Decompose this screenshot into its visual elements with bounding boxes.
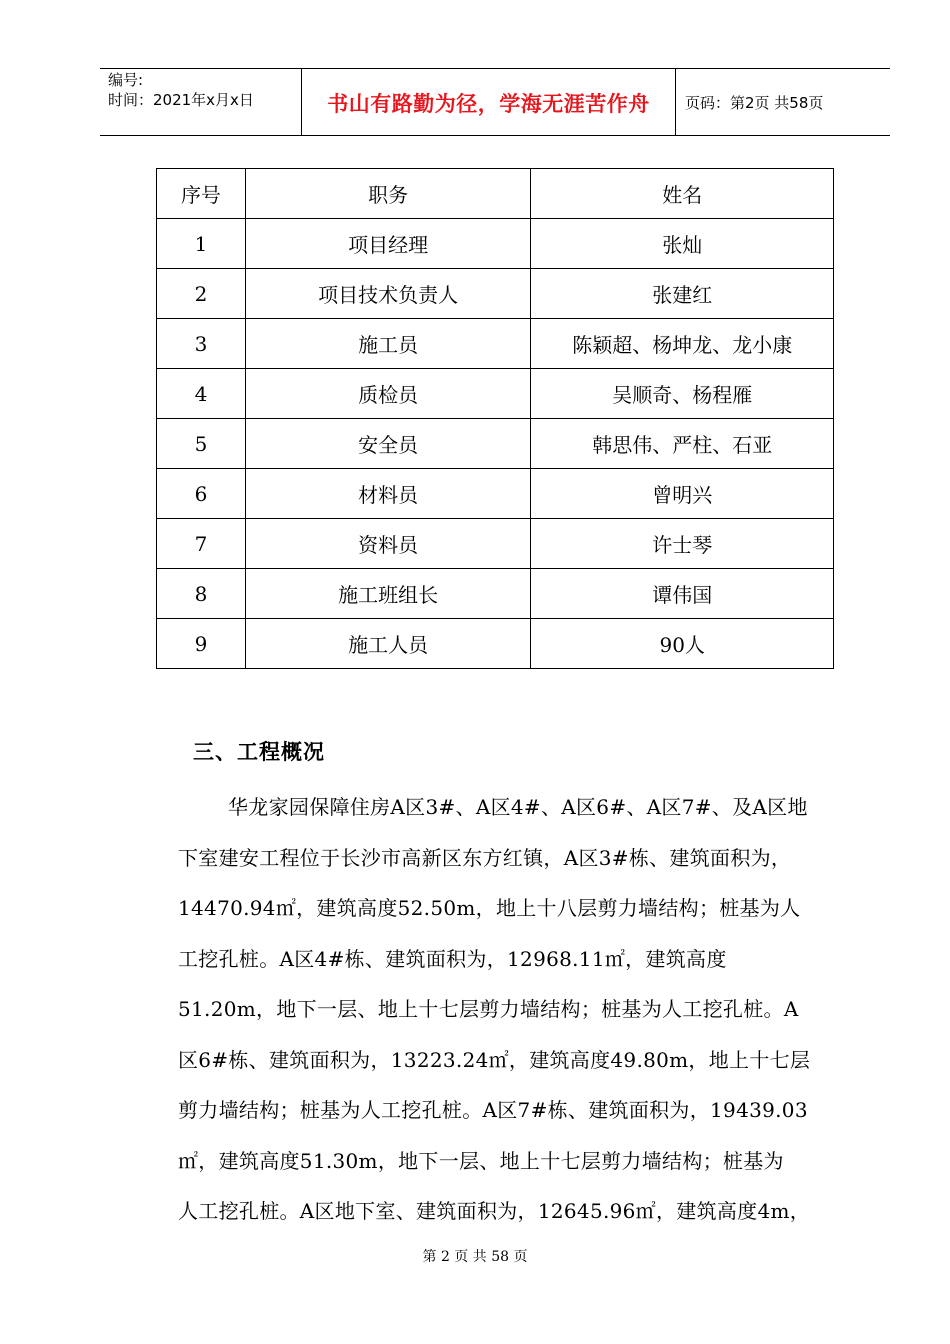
header-cell-index: 序号 [157, 169, 246, 219]
page-footer: 第 2 页 共 58 页 [422, 1249, 528, 1265]
header-top-rule [100, 68, 890, 69]
cell-index: 5 [157, 419, 246, 469]
table-row [157, 569, 834, 619]
table-header-row [157, 169, 834, 219]
table-row [157, 419, 834, 469]
cell-name: 张灿 [531, 219, 834, 269]
cell-role: 资料员 [245, 519, 531, 569]
header-motto: 书山有路勤为径，学海无涯苦作舟 [327, 92, 650, 116]
serial-label: 编号: [108, 71, 144, 89]
cell-role: 材料员 [245, 469, 531, 519]
cell-index: 1 [157, 219, 246, 269]
date-label: 时间：2021年x月x日 [108, 91, 254, 109]
cell-name: 90人 [531, 619, 834, 669]
cell-index: 3 [157, 319, 246, 369]
staff-table [156, 168, 834, 669]
table-row [157, 519, 834, 569]
cell-index: 2 [157, 269, 246, 319]
cell-role: 施工班组长 [245, 569, 531, 619]
header-cell-role: 职务 [245, 169, 531, 219]
header-bottom-rule [100, 135, 890, 136]
header-divider-right [675, 68, 676, 135]
header-page-label: 页码：第2页 共58页 [685, 94, 824, 112]
paragraph-line: 华龙家园保障住房A区3#、A区4#、A区6#、A区7#、及A区地 [228, 795, 808, 819]
cell-index: 9 [157, 619, 246, 669]
table-row [157, 269, 834, 319]
table-row [157, 619, 834, 669]
section-title: 三、工程概况 [193, 740, 325, 764]
cell-role: 施工员 [245, 319, 531, 369]
cell-role: 项目经理 [245, 219, 531, 269]
table-row [157, 369, 834, 419]
paragraph-line: 剪力墙结构；桩基为人工挖孔桩。A区7#栋、建筑面积为，19439.03 [178, 1098, 808, 1122]
paragraph-line: 下室建安工程位于长沙市高新区东方红镇，A区3#栋、建筑面积为， [178, 845, 792, 870]
header-cell-name: 姓名 [531, 169, 834, 219]
cell-role: 质检员 [245, 369, 531, 419]
cell-index: 4 [157, 369, 246, 419]
cell-name: 谭伟国 [531, 569, 834, 619]
paragraph-line: ㎡，建筑高度51.30m，地下一层、地上十七层剪力墙结构；桩基为 [178, 1148, 784, 1173]
cell-name: 曾明兴 [531, 469, 834, 519]
paragraph-line: 51.20m，地下一层、地上十七层剪力墙结构；桩基为人工挖孔桩。A [178, 997, 799, 1021]
cell-role: 项目技术负责人 [245, 269, 531, 319]
cell-role: 施工人员 [245, 619, 531, 669]
paragraph-line: 工挖孔桩。A区4#栋、建筑面积为，12968.11㎡，建筑高度 [178, 946, 727, 971]
cell-name: 张建红 [531, 269, 834, 319]
cell-role: 安全员 [245, 419, 531, 469]
cell-name: 韩思伟、严柱、石亚 [531, 419, 834, 469]
cell-index: 6 [157, 469, 246, 519]
paragraph-line: 人工挖孔桩。A区地下室、建筑面积为，12645.96㎡，建筑高度4m， [178, 1199, 811, 1223]
table-row [157, 319, 834, 369]
cell-name: 吴顺奇、杨程雁 [531, 369, 834, 419]
cell-index: 7 [157, 519, 246, 569]
cell-index: 8 [157, 569, 246, 619]
table-row [157, 219, 834, 269]
section-paragraph [178, 782, 850, 1237]
cell-name: 陈颖超、杨坤龙、龙小康 [531, 319, 834, 369]
paragraph-line: 14470.94㎡，建筑高度52.50m，地上十八层剪力墙结构；桩基为人 [178, 896, 801, 920]
paragraph-line: 区6#栋、建筑面积为，13223.24㎡，建筑高度49.80m，地上十七层 [178, 1047, 811, 1072]
header-meta [108, 70, 254, 110]
table-row [157, 469, 834, 519]
cell-name: 许士琴 [531, 519, 834, 569]
